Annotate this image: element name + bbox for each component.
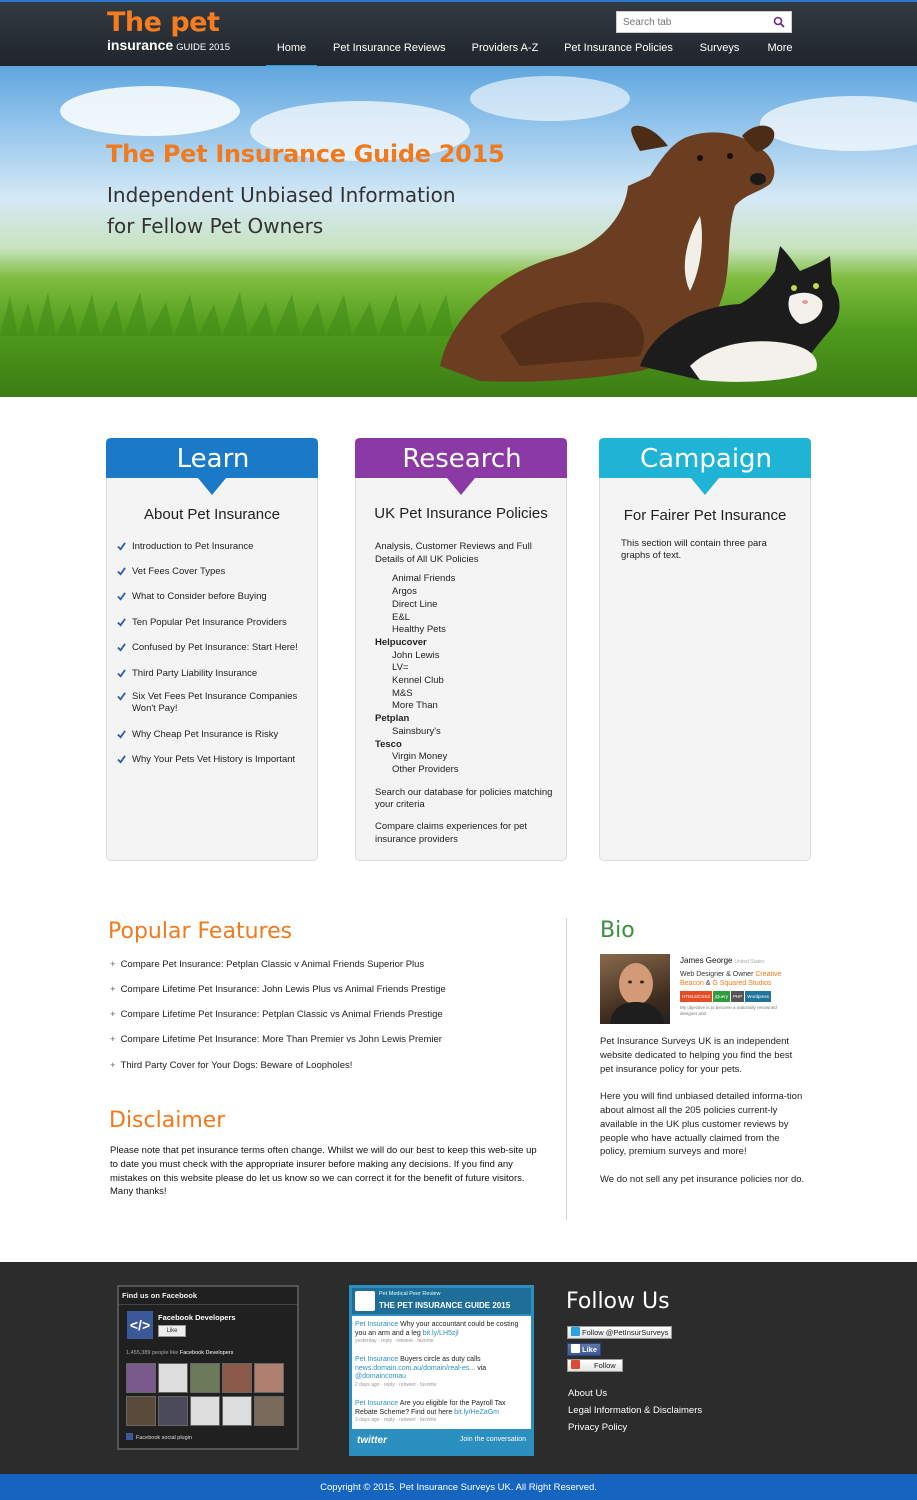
tweet-link[interactable]: bit.ly/HeZaGm	[454, 1408, 499, 1416]
provider-link[interactable]: More Than	[392, 700, 438, 712]
bio-card-location: United States	[734, 959, 765, 965]
facebook-icon	[126, 1433, 133, 1440]
facebook-count-text: 1,455,389 people like	[126, 1350, 179, 1356]
search-input[interactable]	[617, 12, 767, 32]
research-body	[375, 541, 560, 846]
site-logo[interactable]	[107, 8, 230, 55]
facebook-like-small-label: Like	[582, 1345, 598, 1354]
learn-item[interactable]	[117, 617, 287, 629]
bio-card-name: James George	[680, 956, 733, 965]
plus-icon: +	[110, 959, 116, 970]
feature-link[interactable]	[110, 1034, 442, 1045]
feature-link-label: Compare Lifetime Pet Insurance: More Than Premier vs John Lewis Premier	[120, 1034, 442, 1045]
tweet-text: Why your accountant could be costing you an arm and a leg	[355, 1321, 519, 1337]
facebook-plugin-label	[126, 1433, 192, 1441]
learn-item-label: Confused by Pet Insurance: Start Here!	[132, 642, 298, 653]
learn-item-label: What to Consider before Buying	[132, 591, 267, 602]
provider-link[interactable]: LV=	[392, 662, 409, 674]
facebook-like-small-button[interactable]	[567, 1343, 601, 1356]
feature-link[interactable]	[110, 1009, 443, 1020]
feature-link[interactable]	[110, 959, 424, 970]
facebook-icon	[571, 1344, 580, 1353]
tweet-link[interactable]: bit.ly/LH5zjl	[422, 1329, 459, 1337]
check-icon	[117, 669, 126, 678]
bio-text	[600, 1035, 807, 1201]
popular-features-title: Popular Features	[108, 919, 293, 944]
fan-avatar[interactable]	[222, 1396, 252, 1426]
twitter-logo[interactable]: twitter	[357, 1435, 387, 1446]
provider-group-link[interactable]: Tesco	[375, 738, 402, 750]
tweet-user[interactable]: Pet Insurance	[355, 1356, 399, 1363]
check-icon	[117, 730, 126, 739]
twitter-widget-header	[352, 1288, 531, 1314]
skill-tag: HTML5/CSS3	[680, 991, 712, 1002]
column-divider	[566, 918, 567, 1220]
learn-item-label: Third Party Liability Insurance	[132, 668, 258, 679]
provider-link[interactable]: M&S	[392, 687, 413, 699]
follow-us-title: Follow Us	[566, 1289, 670, 1314]
tweet-meta[interactable]: 2 days ago · reply · retweet · favorite	[355, 1381, 437, 1388]
skill-tag: Wordpress	[745, 991, 771, 1002]
research-compare-link[interactable]: Compare claims experiences for pet insurance providers	[375, 821, 528, 845]
footer-link-about[interactable]: About Us	[568, 1388, 608, 1399]
tweet-user[interactable]: Pet Insurance	[355, 1321, 399, 1328]
learn-item-label: Six Vet Fees Pet Insurance Companies Won't Pay!	[132, 691, 298, 714]
provider-link[interactable]: Virgin Money	[392, 751, 448, 763]
research-card	[355, 438, 567, 861]
facebook-count-page: Facebook Developers	[179, 1350, 234, 1356]
learn-item[interactable]	[117, 691, 307, 715]
facebook-like-count	[126, 1350, 233, 1356]
learn-item[interactable]	[117, 729, 278, 741]
facebook-page-name[interactable]: Facebook Developers	[158, 1313, 236, 1322]
search-icon[interactable]	[773, 16, 785, 28]
learn-card-subtitle: About Pet Insurance	[144, 506, 280, 523]
bio-card-org-1: Creative Beacon	[680, 971, 782, 987]
bio-card-role: Web Designer & Owner	[680, 971, 754, 978]
bio-card-amp: &	[705, 980, 711, 987]
bio-paragraph: We do not sell any pet insurance policies nor do.	[600, 1173, 805, 1185]
disclaimer-title: Disclaimer	[109, 1108, 226, 1133]
research-search-link[interactable]: Search our database for policies matching your criteria	[375, 786, 553, 811]
bio-paragraph: Pet Insurance Surveys UK is an independent website dedicated to helping you find the best pet insurance policy for your pets.	[600, 1036, 793, 1075]
tweet-link[interactable]: news.domain.com.au/domain/real-es...	[355, 1364, 476, 1372]
disclaimer-text: Please note that pet insurance terms often change. Whilst we will do our best to keep this web-site up to date you must check with the appropriate insurer before making any decisions. If you find any mistakes on this website please do let us know so we can correct it for the benefit of future visitors. Many thanks!	[110, 1145, 537, 1198]
research-card-title: Research	[402, 444, 522, 474]
footer-link-privacy[interactable]: Privacy Policy	[568, 1422, 628, 1433]
fan-avatar[interactable]	[190, 1363, 220, 1393]
tweet-text: Buyers circle as duty calls	[400, 1356, 481, 1363]
twitter-join-link[interactable]: Join the conversation	[459, 1436, 526, 1443]
bio-card-org-2: G Squared Studios	[712, 980, 772, 987]
plus-icon: +	[110, 1034, 116, 1045]
bio-paragraph: Here you will find unbiased detailed informa-tion about almost all the 205 policies current-ly available in the UK plus customer reviews by people who have actually claimed from the policy, premium surveys and more!	[600, 1091, 803, 1158]
facebook-widget	[117, 1285, 299, 1450]
hero-subtitle-line-2: for Fellow Pet Owners	[107, 214, 324, 238]
fan-avatar[interactable]	[190, 1396, 220, 1426]
twitter-header-title: THE PET INSURANCE GUIDE 2015	[379, 1301, 511, 1310]
copyright-bar: Copyright © 2015. Pet Insurance Surveys UK. All Right Reserved.	[0, 1474, 917, 1500]
google-plus-follow-button[interactable]	[567, 1359, 623, 1372]
provider-link[interactable]: Direct Line	[392, 598, 438, 610]
learn-item[interactable]	[117, 642, 298, 654]
tweet-meta[interactable]: 3 days ago · reply · retweet · favorite	[355, 1417, 437, 1423]
check-icon	[117, 692, 126, 701]
feature-link-label: Compare Lifetime Pet Insurance: Petplan Classic vs Animal Friends Prestige	[120, 1009, 443, 1020]
nav-providers-a-z[interactable]: Providers A-Z	[471, 42, 539, 54]
feature-link-label: Compare Lifetime Pet Insurance: John Lewis Plus vs Animal Friends Prestige	[120, 984, 446, 995]
fan-avatar[interactable]	[222, 1363, 252, 1393]
provider-link[interactable]: Healthy Pets	[392, 624, 446, 636]
hero-banner	[0, 66, 917, 397]
learn-item[interactable]	[117, 754, 295, 766]
hero-subtitle-line-1: Independent Unbiased Information	[107, 183, 456, 207]
provider-link[interactable]: Kennel Club	[392, 675, 444, 687]
tweet-via: via	[477, 1364, 487, 1372]
provider-link[interactable]: John Lewis	[392, 649, 440, 661]
tweet	[355, 1400, 527, 1424]
learn-item-label: Vet Fees Cover Types	[132, 566, 226, 577]
provider-group-link[interactable]: Petplan	[375, 713, 410, 725]
fan-avatar[interactable]	[158, 1363, 188, 1393]
feature-link[interactable]	[110, 1060, 352, 1071]
check-icon	[117, 643, 126, 652]
site-header	[0, 0, 917, 66]
research-card-subtitle: UK Pet Insurance Policies	[374, 505, 548, 522]
facebook-plugin-text: Facebook social plugin	[136, 1435, 192, 1441]
campaign-card	[599, 438, 811, 861]
twitter-avatar[interactable]	[355, 1291, 375, 1311]
fan-avatar[interactable]	[126, 1396, 156, 1426]
tweet	[355, 1321, 527, 1345]
hero-subtitle	[107, 180, 456, 242]
check-icon	[117, 542, 126, 551]
logo-subtitle	[107, 38, 230, 55]
hero-title: The Pet Insurance Guide 2015	[106, 140, 505, 168]
learn-item-label: Why Your Pets Vet History is Important	[132, 754, 296, 765]
check-icon	[117, 567, 126, 576]
provider-group-link[interactable]: Helpucover	[375, 636, 427, 648]
fan-avatar[interactable]	[126, 1363, 156, 1393]
learn-item[interactable]	[117, 668, 257, 680]
provider-link[interactable]: Animal Friends	[392, 573, 456, 585]
twitter-bird-icon	[571, 1327, 580, 1336]
plus-icon: +	[110, 984, 116, 995]
fan-avatar[interactable]	[254, 1363, 284, 1393]
learn-item-label: Introduction to Pet Insurance	[132, 541, 254, 552]
provider-link[interactable]: Sainsbury's	[392, 725, 441, 737]
learn-item[interactable]	[117, 541, 253, 553]
feature-link-label: Compare Pet Insurance: Petplan Classic v Animal Friends Superior Plus	[120, 959, 425, 970]
campaign-card-title: Campaign	[639, 444, 773, 474]
twitter-follow-label: Follow @PetInsurSurveys	[582, 1328, 669, 1337]
skill-tag: jQuery	[713, 991, 730, 1002]
bio-card-tags	[680, 991, 790, 1002]
fan-avatar[interactable]	[158, 1396, 188, 1426]
google-plus-follow-label: Follow	[594, 1361, 616, 1370]
provider-link[interactable]: Argos	[392, 586, 417, 598]
check-icon	[117, 592, 126, 601]
logo-main: The pet	[107, 7, 220, 38]
bio-card-blurb: My objective is to become a nationally renowned designer and	[680, 1005, 777, 1016]
nav-home[interactable]: Home	[266, 42, 317, 68]
feature-link[interactable]	[110, 984, 446, 995]
tweet	[355, 1356, 527, 1389]
campaign-body: This section will contain three para graphs of text.	[621, 538, 767, 561]
tweet-meta[interactable]: yesterday · reply · retweet · favorite	[355, 1338, 434, 1344]
facebook-developers-logo[interactable]: </>	[127, 1311, 153, 1339]
nav-pet-insurance-policies[interactable]: Pet Insurance Policies	[564, 42, 673, 54]
footer-link-legal[interactable]: Legal Information & Disclaimers	[568, 1405, 703, 1416]
learn-item[interactable]	[117, 591, 267, 603]
learn-card-title: Learn	[176, 444, 250, 474]
check-icon	[117, 618, 126, 627]
tweet-text: Are you eligible for the Payroll Tax Rebate Scheme? Find out here	[355, 1400, 506, 1416]
bio-profile-card	[680, 956, 790, 1017]
skill-tag: PHP	[731, 991, 744, 1002]
nav-more[interactable]: More	[767, 42, 793, 54]
logo-sub-b: GUIDE 2015	[176, 42, 231, 53]
twitter-follow-button[interactable]	[567, 1326, 672, 1339]
nav-pet-insurance-reviews[interactable]: Pet Insurance Reviews	[333, 42, 446, 54]
feature-link-label: Third Party Cover for Your Dogs: Beware of Loopholes!	[120, 1060, 353, 1071]
twitter-widget	[349, 1285, 534, 1456]
tweet-user[interactable]: Pet Insurance	[355, 1400, 399, 1407]
learn-card	[106, 438, 318, 861]
nav-surveys[interactable]: Surveys	[699, 42, 740, 54]
google-plus-icon	[571, 1360, 580, 1369]
provider-link[interactable]: Other Providers	[392, 763, 459, 775]
research-intro: Analysis, Customer Reviews and Full Details of All UK Policies	[375, 541, 532, 565]
learn-item[interactable]	[117, 566, 225, 578]
search-box	[616, 11, 792, 33]
portrait-image	[600, 954, 670, 1024]
provider-link[interactable]: E&L	[392, 611, 410, 623]
learn-item-label: Why Cheap Pet Insurance is Risky	[132, 729, 279, 740]
learn-item-label: Ten Popular Pet Insurance Providers	[132, 617, 287, 628]
plus-icon: +	[110, 1009, 116, 1020]
twitter-header-small: Pet Medical Peer Review	[379, 1291, 441, 1297]
logo-sub-a: insurance	[107, 37, 174, 53]
plus-icon: +	[110, 1060, 116, 1071]
bio-photo	[600, 954, 670, 1024]
facebook-widget-header: Find us on Facebook	[119, 1287, 297, 1305]
campaign-card-subtitle: For Fairer Pet Insurance	[623, 507, 787, 524]
check-icon	[117, 755, 126, 764]
fan-avatar[interactable]	[254, 1396, 284, 1426]
facebook-like-button[interactable]: Like	[158, 1325, 186, 1337]
tweet-handle[interactable]: @domaincomau	[355, 1373, 407, 1380]
twitter-feed	[352, 1316, 531, 1429]
bio-title: Bio	[600, 918, 635, 943]
